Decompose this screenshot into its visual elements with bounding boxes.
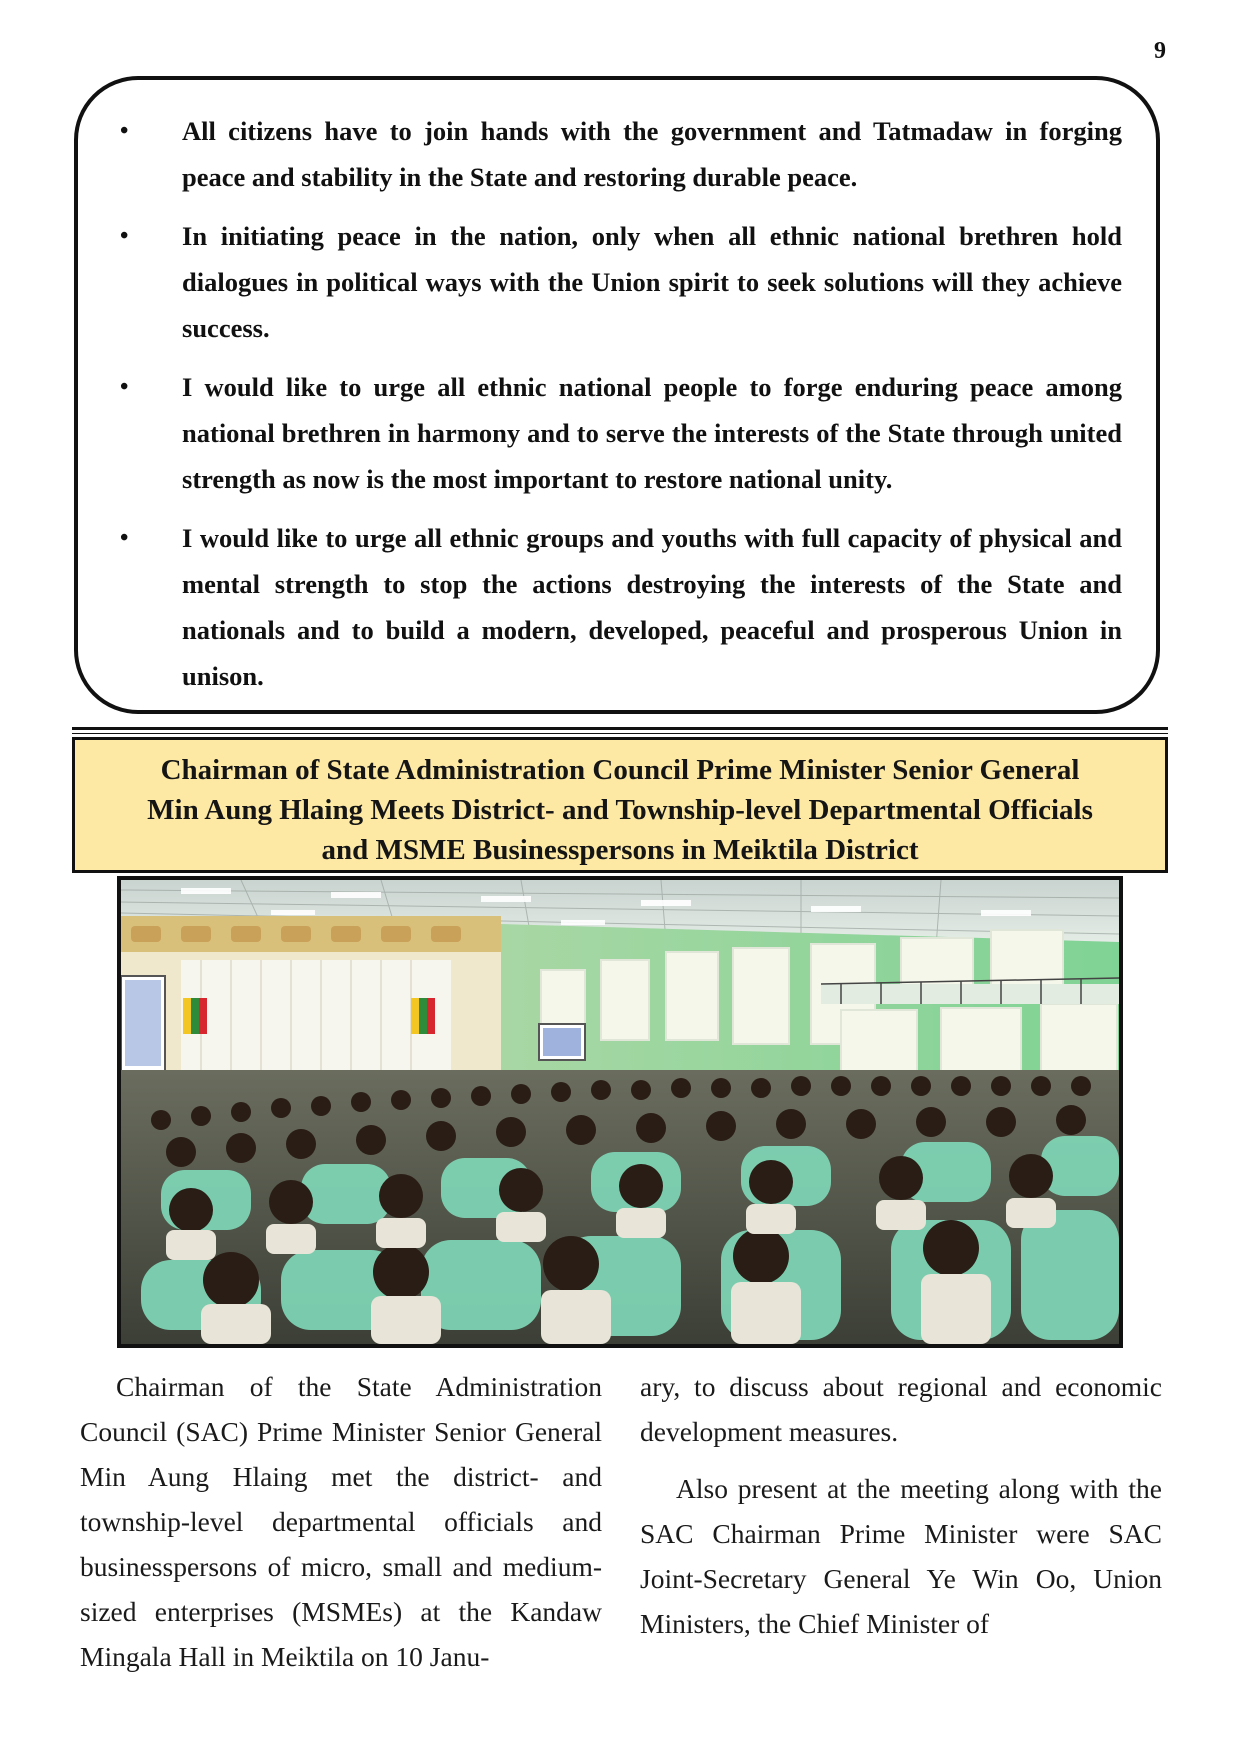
page-number: 9: [1154, 38, 1166, 64]
bullet-text: All citizens have to join hands with the government and Tatmadaw in forging peace and stability in the State and restoring durable peace.: [182, 116, 1122, 192]
meeting-photo: [117, 876, 1123, 1348]
article-paragraph: ary, to discuss about regional and economic development measures.: [640, 1371, 1162, 1447]
bullet-text: I would like to urge all ethnic national people to forge enduring peace among national brethren in harmony and to serve the interests of the State through united strength as now is the most important to restore national unity.: [182, 372, 1122, 494]
bullet-icon: •: [120, 118, 129, 144]
bullet-text: I would like to urge all ethnic groups and youths with full capacity of physical and mental strength to stop the actions destroying the interests of the State and nationals and to build a modern, developed, peaceful and prosperous Union in unison.: [182, 523, 1122, 691]
headline-line: Min Aung Hlaing Meets District- and Township-level Departmental Officials: [147, 794, 1093, 826]
headline-line: Chairman of State Administration Council Prime Minister Senior General: [160, 754, 1080, 786]
article-headline: [72, 737, 1168, 873]
bullet-text: In initiating peace in the nation, only when all ethnic national brethren hold dialogues in political ways with the Union spirit to seek solutions will they achieve success.: [182, 221, 1122, 343]
article-paragraph: Also present at the meeting along with the SAC Chairman Prime Minister were SAC Joint-Secretary General Ye Win Oo, Union Ministers, the Chief Minister of: [640, 1473, 1162, 1639]
bullet-item: [114, 108, 1122, 200]
bullet-icon: •: [120, 525, 129, 551]
article-column-left: [80, 1364, 602, 1691]
meeting-hall-illustration: [121, 880, 1119, 1344]
divider-thick: [72, 727, 1168, 730]
divider-thin: [72, 733, 1168, 734]
bullet-item: [114, 515, 1122, 699]
bullet-item: [114, 364, 1122, 502]
article-column-right: [640, 1364, 1162, 1658]
bullet-icon: •: [120, 374, 129, 400]
headline-line: and MSME Businesspersons in Meiktila District: [321, 834, 919, 866]
bullet-icon: •: [120, 223, 129, 249]
bullet-item: [114, 213, 1122, 351]
quote-box: [74, 76, 1160, 714]
bullet-list: [114, 108, 1122, 699]
article-paragraph: Chairman of the State Administration Council (SAC) Prime Minister Senior General Min Aung Hlaing met the district- and township-level departmental officials and businesspersons of micro, small and medium-sized enterprises (MSMEs) at the Kandaw Mingala Hall in Meiktila on 10 Janu-: [80, 1371, 602, 1672]
